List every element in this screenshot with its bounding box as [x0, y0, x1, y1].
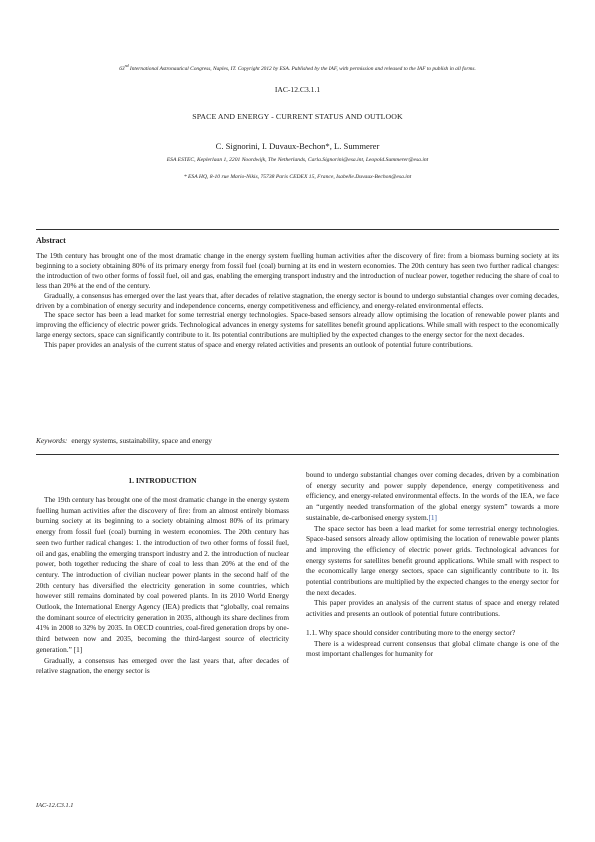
body-paragraph: The space sector has been a lead market for some terrestrial energy technologies. Space-based sensors already allow optimising the location of renewable power plants and improving the efficiency of electric power grids. Technological advances for energy systems for satellites benefit ground applications. While small with respect to the economically large energy sectors, space can significantly contribute to it. Its potential contributions are multiplied by the expected changes to the energy sector for the next decades. — [306, 523, 559, 597]
abstract-paragraph: The 19th century has brought one of the most dramatic change in the energy system fuelling human activities after the discovery of fire: from a biomass burning society at its beginning to a society obtaining 80% of its primary energy from fossil fuel (coal) burning at its end in western economies. The 20th century has seen two further radical changes: the introduction of two other forms of fossil fuel, oil and gas, enabling the emerging transport industry and the introduction of nuclear power, together reducing the share of coal to less than 20% at the end of the century. — [36, 251, 559, 290]
body-paragraph: This paper provides an analysis of the current status of space and energy related activities and presents an outlook of potential future contributions. — [306, 598, 559, 619]
body-paragraph: The 19th century has brought one of the most dramatic change in the energy system fuelling human activities after the discovery of fire: from an almost entirely biomass burning society at its beginning to a society obtaining almost 80% of its primary energy from fossil fuel (coal) burning in western economies. The 20th century has seen two further radical changes: 1. the introduction of two other forms of fossil fuel, oil and gas, enabling the emerging transport industry and 2. the introduction of nuclear power, both together reducing the share of coal to less than 20% at the end of the century. The introduction of civilian nuclear power plants in the second half of the 20th century has diversified the electricity generation in some countries, which however still remains dominated by coal powered plants. In its 2010 World Energy Outlook, the International Energy Agency (IEA) predicts that “globally, coal remains the dominant source of electricity generation in 2035, although its share declines from 41% in 2008 to 32% by 2035. In OECD countries, coal-fired generation drops by one-third between now and 2035, becoming the third-largest source of electricity generation.” [1] — [36, 495, 289, 654]
body-paragraph-continued — [306, 470, 559, 524]
right-column — [306, 470, 559, 660]
paper-title: SPACE AND ENERGY - CURRENT STATUS AND OUTLOOK — [192, 112, 403, 121]
left-column — [36, 468, 289, 677]
section-heading-introduction: 1. INTRODUCTION — [128, 476, 197, 485]
copyright-text: International Astronautical Congress, Naples, IT. Copyright 2012 by ESA. Published by the IAF, with permission and released to the IAF to publish in all forms. — [128, 65, 476, 72]
abstract-paragraph: This paper provides an analysis of the current status of space and energy related activities and presents an outlook of potential future contributions. — [44, 340, 473, 350]
abstract-bottom-rule — [36, 454, 559, 455]
citation-link[interactable]: [1] — [428, 512, 437, 522]
conference-copyright-note — [36, 63, 559, 72]
subsection-heading: 1.1. Why space should consider contributing more to the energy sector? — [306, 627, 516, 637]
paper-id: IAC-12.C3.1.1 — [274, 85, 321, 94]
body-paragraph-text: bound to undergo substantial changes over coming decades, driven by a combination of energy security and power supply dependence, energy competitiveness and efficiency, and energy-related environmental effects. In the words of the IEA, we face an “urgently needed transformation of the global energy system” towards a more sustainable, de-carbonised energy system. — [306, 470, 559, 522]
keywords-list: energy systems, sustainability, space and energy — [71, 436, 212, 445]
congress-number: 63 — [119, 65, 125, 72]
keywords-label: Keywords: — [36, 436, 68, 445]
page-footer-id: IAC-12.C3.1.1 — [36, 802, 74, 809]
abstract-paragraph: Gradually, a consensus has emerged over the last years that, after decades of relative stagnation, the energy sector is bound to undergo substantial changes over coming decades, driven by a combination of energy security and independence concerns, energy competitiveness and efficiency, and energy-related environmental effects. — [36, 290, 560, 310]
abstract-top-rule — [36, 229, 559, 230]
abstract-paragraph: The space sector has been a lead market for some terrestrial energy technologies. Space-based sensors already allow optimising the location of renewable power plants and improving the efficiency of electric power grids. Technological advances in energy systems for satellites benefit ground applications. While small with respect to the economically large energy sectors, space can significantly contribute to it. Its potential contributions are multiplied by the expected changes to the energy sector for the next decades. — [36, 310, 559, 340]
author-list: C. Signorini, I. Duvaux-Bechon*, L. Summerer — [215, 141, 380, 151]
keywords-line — [36, 436, 212, 445]
affiliation-estec: ESA ESTEC, Keplerlaan 1, 2201 Noordwijk, The Netherlands, Carla.Signorini@esa.int, Leopold.Summerer@esa.int — [166, 157, 429, 163]
abstract-heading: Abstract — [36, 236, 66, 245]
body-paragraph: There is a widespread current consensus that global climate change is one of the most important challenges for humanity for — [306, 638, 559, 659]
affiliation-esa-hq: * ESA HQ, 8-10 rue Mario-Nikis, 75738 Paris CEDEX 15, France, Isabelle.Duvaux-Bechon@esa.int — [183, 174, 412, 180]
body-paragraph: Gradually, a consensus has emerged over the last years that, after decades of relative stagnation, the energy sector is — [36, 655, 289, 676]
abstract-body — [36, 251, 559, 350]
congress-ordinal-suffix: nd — [124, 63, 129, 68]
